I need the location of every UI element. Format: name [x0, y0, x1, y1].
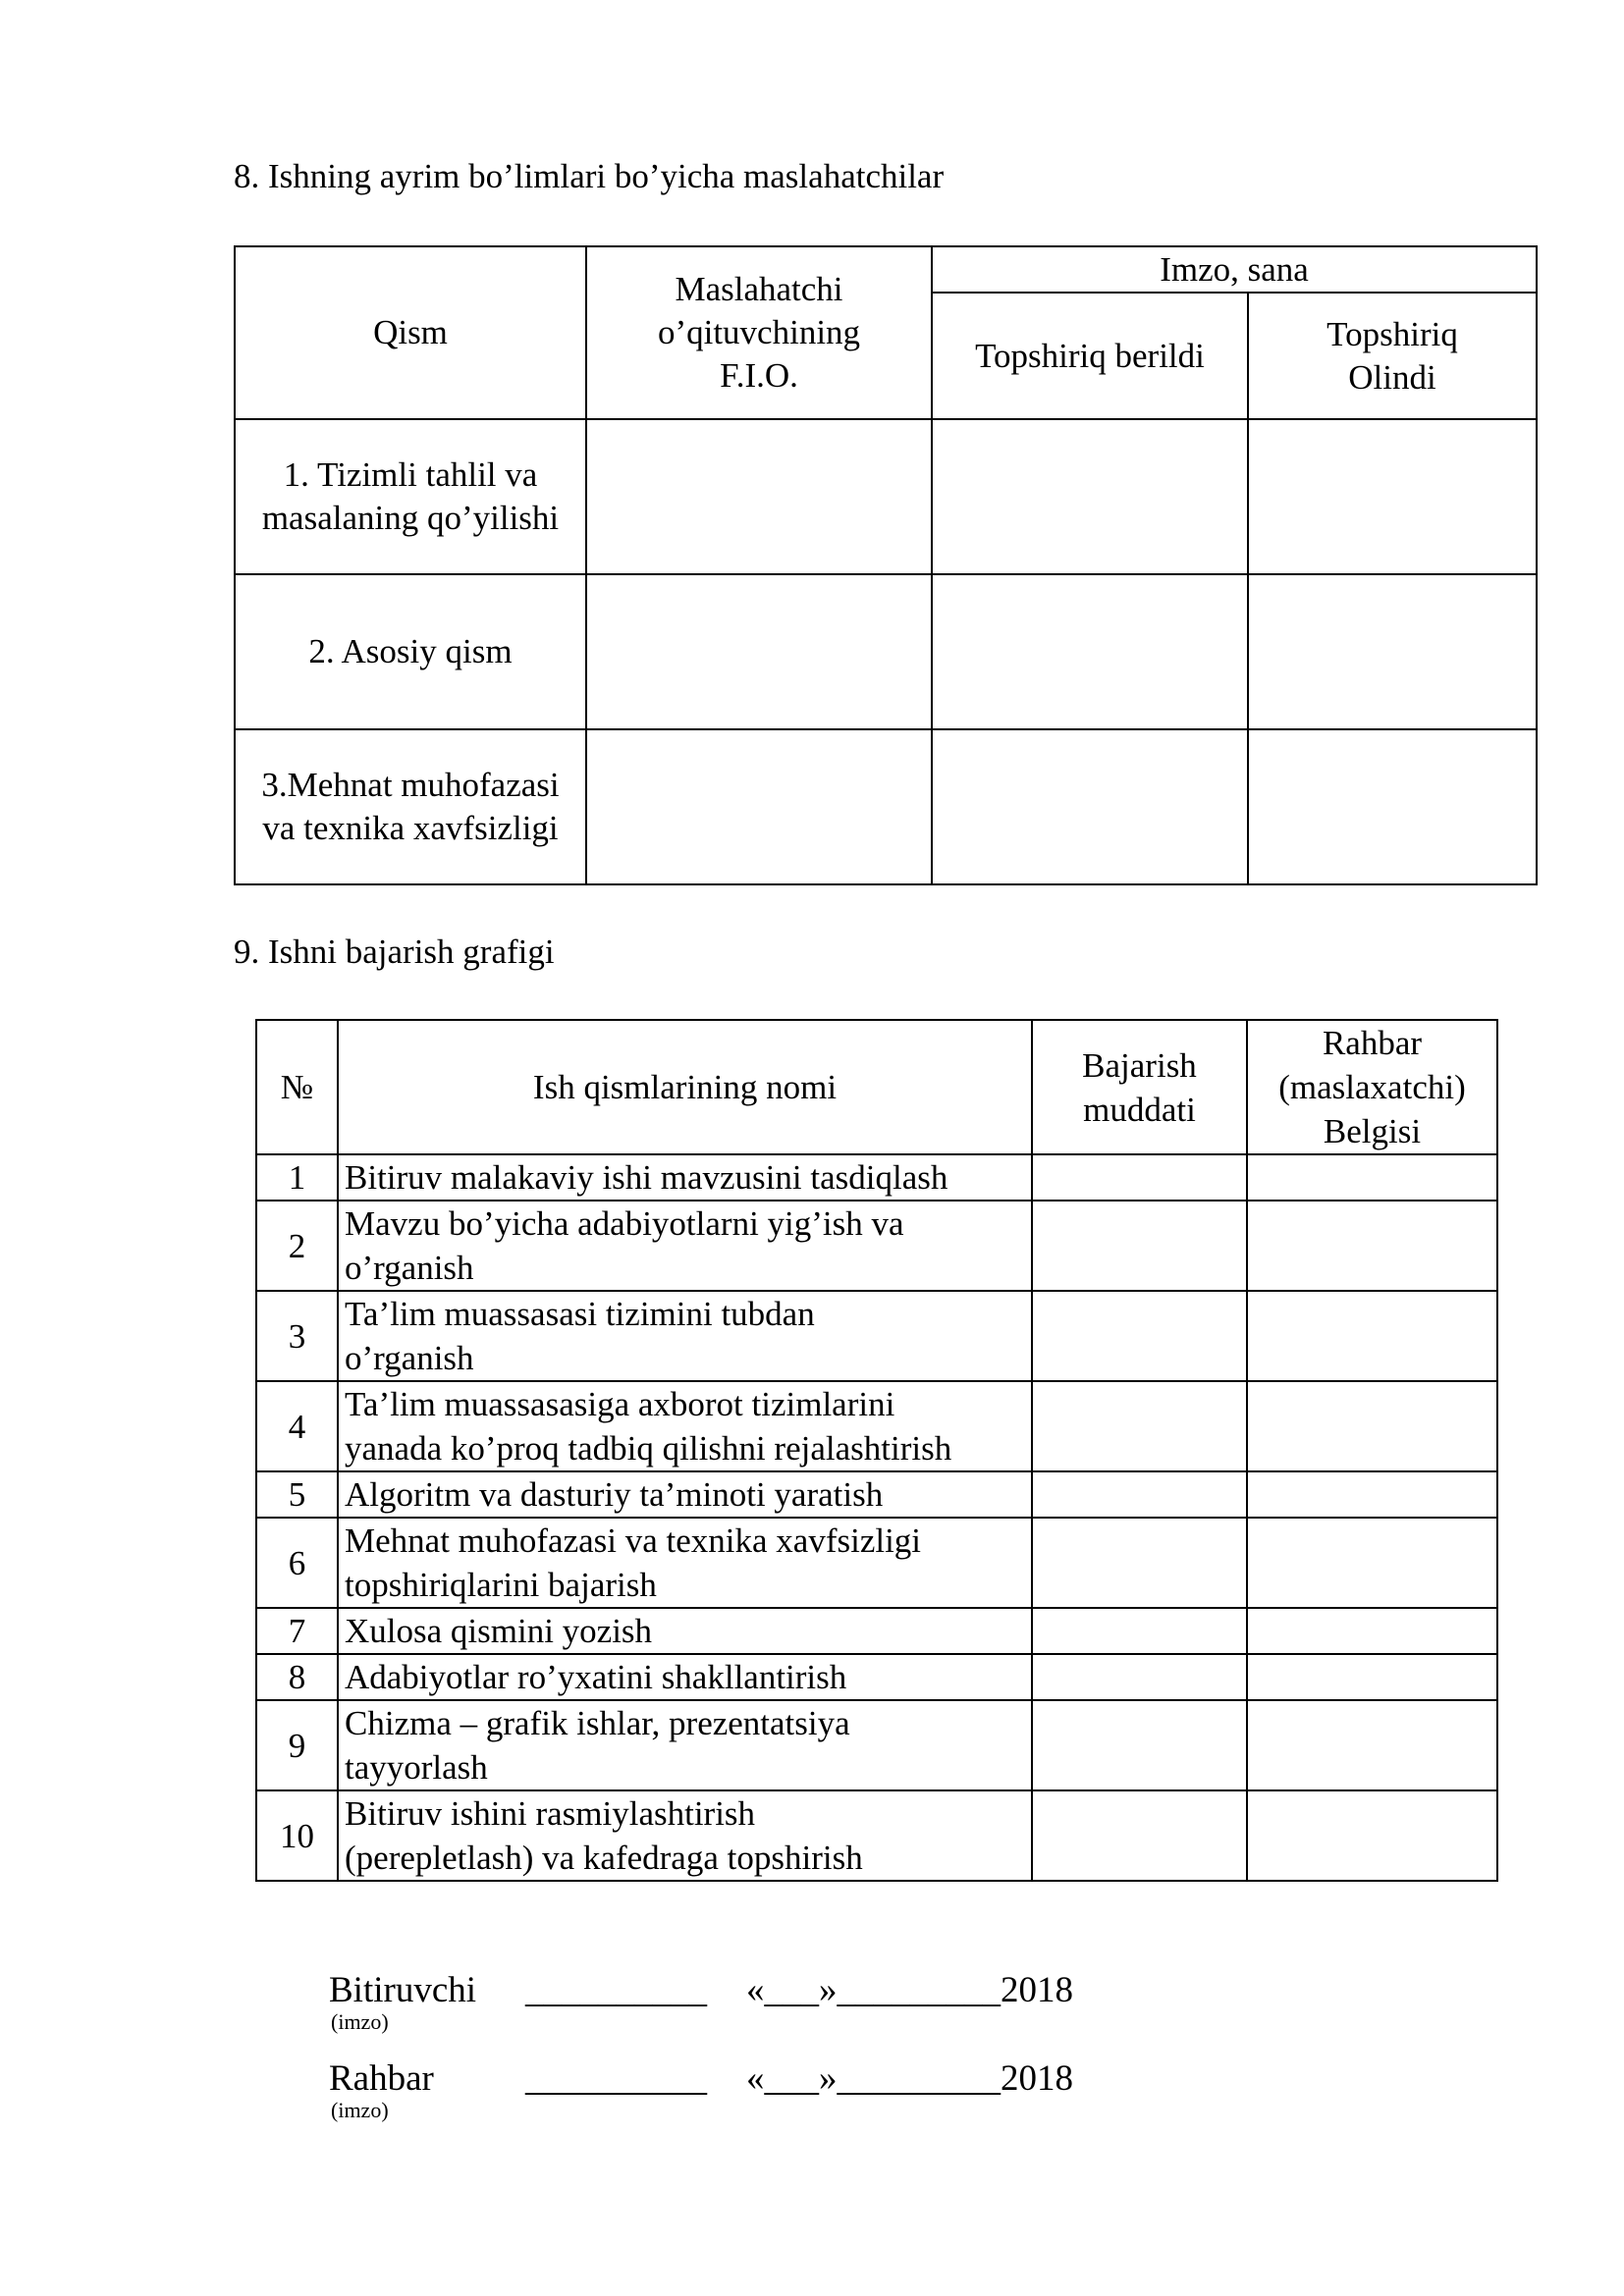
header-deadline [1032, 1020, 1247, 1154]
received-cell[interactable] [1248, 729, 1537, 884]
row-task-line: Mavzu bo’yicha adabiyotlarni yig’ish va [345, 1204, 904, 1243]
row-task-name [338, 1381, 1032, 1471]
header-deadline-line-1: Bajarish [1082, 1045, 1197, 1085]
section9-title: 9. Ishni bajarish grafigi [234, 933, 555, 971]
table-row [256, 1154, 1497, 1201]
header-supervisor-line-1: Rahbar [1322, 1024, 1423, 1062]
part-line: masalaning qo’yilishi [261, 499, 560, 537]
row-number: 8 [256, 1654, 338, 1700]
row-task-line: o’rganish [345, 1249, 474, 1287]
part-cell [235, 729, 586, 884]
row-number: 10 [256, 1790, 338, 1881]
section8-title: 8. Ishning ayrim bo’limlari bo’yicha maslahatchilar [234, 157, 945, 195]
table-row [256, 1654, 1497, 1700]
row-number: 2 [256, 1201, 338, 1291]
received-cell[interactable] [1248, 574, 1537, 729]
row-task-line: Algoritm va dasturiy ta’minoti yaratish [345, 1475, 884, 1514]
table-row [256, 1790, 1497, 1881]
row-deadline-cell[interactable] [1032, 1381, 1247, 1471]
row-task-line: Adabiyotlar ro’yxatini shakllantirish [345, 1658, 847, 1696]
table-row [256, 1518, 1497, 1608]
row-task-line: tayyorlash [345, 1748, 488, 1787]
table-row [256, 1471, 1497, 1518]
row-task-line: Bitiruv malakaviy ishi mavzusini tasdiqlash [345, 1158, 948, 1197]
row-task-line: Xulosa qismini yozish [345, 1612, 653, 1650]
part-line: 3.Mehnat muhofazasi [261, 766, 560, 804]
header-num: № [256, 1020, 338, 1154]
signature-note: (imzo) [331, 2098, 389, 2122]
header-consultant-line-1: Maslahatchi [675, 270, 843, 308]
row-number: 5 [256, 1471, 338, 1518]
row-deadline-cell[interactable] [1032, 1790, 1247, 1881]
row-task-line: o’rganish [345, 1339, 474, 1377]
table-row [256, 1608, 1497, 1654]
header-deadline-line-2: muddati [1083, 1090, 1196, 1129]
consultant-cell[interactable] [586, 574, 932, 729]
row-supervisor-sign-cell[interactable] [1247, 1654, 1497, 1700]
header-supervisor-line-3: Belgisi [1323, 1112, 1422, 1150]
row-task-line: yanada ko’proq tadbiq qilishni rejalashtirish [345, 1429, 952, 1468]
row-supervisor-sign-cell[interactable] [1247, 1518, 1497, 1608]
row-supervisor-sign-cell[interactable] [1247, 1291, 1497, 1381]
row-task-line: Chizma – grafik ishlar, prezentatsiya [345, 1704, 850, 1742]
row-number: 7 [256, 1608, 338, 1654]
row-number: 6 [256, 1518, 338, 1608]
row-number: 1 [256, 1154, 338, 1201]
row-supervisor-sign-cell[interactable] [1247, 1381, 1497, 1471]
row-task-name [338, 1790, 1032, 1881]
table-row [256, 1700, 1497, 1790]
row-supervisor-sign-cell[interactable] [1247, 1608, 1497, 1654]
header-given: Topshiriq berildi [932, 293, 1248, 419]
given-cell[interactable] [932, 729, 1248, 884]
row-task-line: Ta’lim muassasasiga axborot tizimlarini [345, 1385, 895, 1423]
part-line: 1. Tizimli tahlil va [283, 455, 538, 494]
row-task-name [338, 1608, 1032, 1654]
signature-line[interactable]: __________ [525, 1970, 707, 2010]
row-task-name [338, 1700, 1032, 1790]
header-consultant-line-3: F.I.O. [720, 356, 798, 395]
signature-label: Rahbar [329, 2058, 434, 2099]
row-task-name [338, 1154, 1032, 1201]
consultant-cell[interactable] [586, 729, 932, 884]
row-deadline-cell[interactable] [1032, 1654, 1247, 1700]
row-deadline-cell[interactable] [1032, 1154, 1247, 1201]
row-deadline-cell[interactable] [1032, 1700, 1247, 1790]
header-supervisor [1247, 1020, 1497, 1154]
row-task-name [338, 1518, 1032, 1608]
part-cell [235, 574, 586, 729]
signature-note: (imzo) [331, 2009, 389, 2034]
signature-line[interactable]: __________ [525, 2058, 707, 2099]
row-supervisor-sign-cell[interactable] [1247, 1201, 1497, 1291]
header-consultant-line-2: o’qituvchining [657, 313, 861, 351]
row-supervisor-sign-cell[interactable] [1247, 1154, 1497, 1201]
header-consultant [586, 246, 932, 419]
row-number: 4 [256, 1381, 338, 1471]
received-cell[interactable] [1248, 419, 1537, 574]
row-deadline-cell[interactable] [1032, 1518, 1247, 1608]
row-task-line: (perepletlash) va kafedraga topshirish [345, 1839, 863, 1877]
header-part: Qism [235, 246, 586, 419]
consultant-cell[interactable] [586, 419, 932, 574]
signature-date[interactable]: «___»_________2018 [746, 2058, 1073, 2099]
row-task-line: Bitiruv ishini rasmiylashtirish [345, 1794, 756, 1833]
row-task-name [338, 1291, 1032, 1381]
given-cell[interactable] [932, 419, 1248, 574]
row-deadline-cell[interactable] [1032, 1471, 1247, 1518]
schedule-table [255, 1019, 1498, 1882]
header-received [1248, 293, 1537, 419]
row-number: 9 [256, 1700, 338, 1790]
row-deadline-cell[interactable] [1032, 1201, 1247, 1291]
row-supervisor-sign-cell[interactable] [1247, 1471, 1497, 1518]
header-sign-date: Imzo, sana [932, 246, 1537, 293]
row-task-line: Ta’lim muassasasi tizimini tubdan [345, 1295, 815, 1333]
part-cell [235, 419, 586, 574]
row-task-name [338, 1201, 1032, 1291]
part-line: va texnika xavfsizligi [262, 809, 559, 847]
header-name: Ish qismlarining nomi [338, 1020, 1032, 1154]
table-row [256, 1201, 1497, 1291]
header-received-line-2: Olindi [1348, 357, 1436, 397]
schedule-body [256, 1020, 1497, 1881]
row-deadline-cell[interactable] [1032, 1291, 1247, 1381]
row-supervisor-sign-cell[interactable] [1247, 1790, 1497, 1881]
row-deadline-cell[interactable] [1032, 1608, 1247, 1654]
row-task-name [338, 1654, 1032, 1700]
row-task-name [338, 1471, 1032, 1518]
row-task-line: topshiriqlarini bajarish [345, 1566, 657, 1604]
header-received-line-1: Topshiriq [1326, 314, 1458, 353]
row-number: 3 [256, 1291, 338, 1381]
header-supervisor-line-2: (maslaxatchi) [1278, 1068, 1466, 1106]
signature-date[interactable]: «___»_________2018 [746, 1970, 1073, 2010]
table-row [256, 1291, 1497, 1381]
row-supervisor-sign-cell[interactable] [1247, 1700, 1497, 1790]
given-cell[interactable] [932, 574, 1248, 729]
signature-label: Bitiruvchi [329, 1970, 477, 2010]
consultants-table [234, 245, 1538, 885]
row-task-line: Mehnat muhofazasi va texnika xavfsizligi [345, 1522, 922, 1560]
part-line: 2. Asosiy qism [308, 632, 513, 670]
table-row [256, 1381, 1497, 1471]
